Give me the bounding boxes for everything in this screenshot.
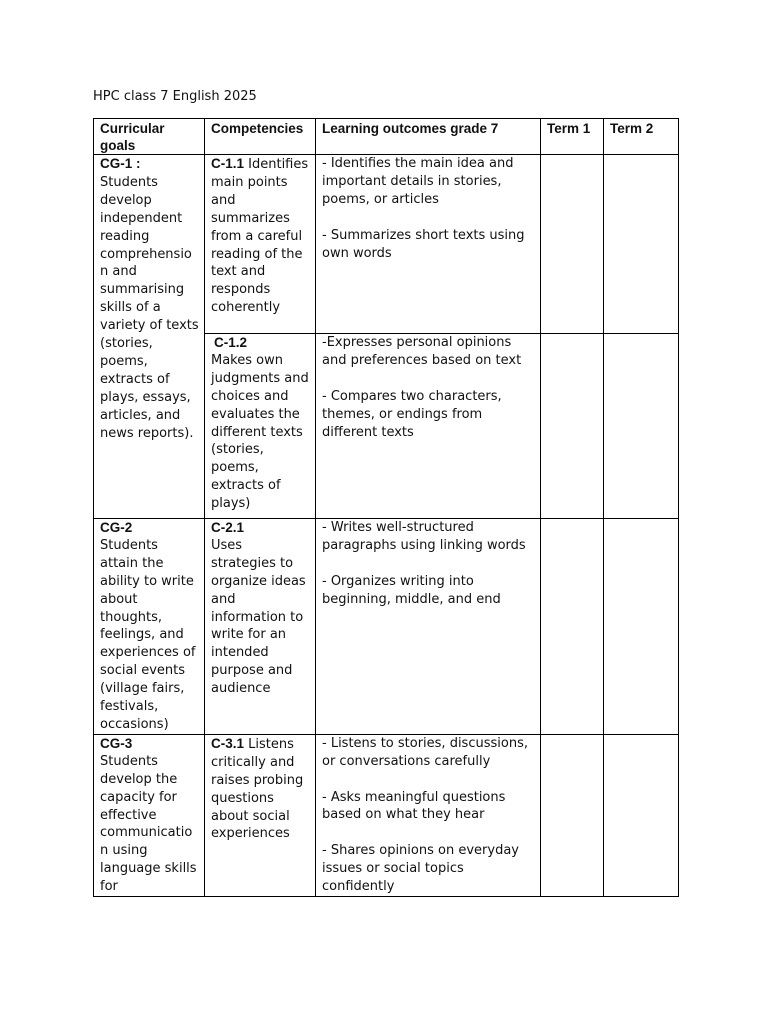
competency-cell-c11 xyxy=(205,155,316,334)
competency-code: C-1.2 xyxy=(214,335,248,350)
term-2-cell[interactable] xyxy=(604,334,679,519)
outcome-item: - Asks meaningful questions based on what they hear xyxy=(322,789,506,823)
term-2-cell[interactable] xyxy=(604,519,679,735)
goal-text: Students develop the capacity for effective communication using language skills for xyxy=(100,753,197,895)
competency-cell-c12 xyxy=(205,334,316,519)
table-row xyxy=(94,155,679,334)
term-1-cell[interactable] xyxy=(541,155,604,334)
competency-cell-c31 xyxy=(205,734,316,896)
goal-code: CG-3 xyxy=(100,735,133,751)
outcome-item: - Identifies the main idea and important details in stories, poems, or articles xyxy=(322,156,514,207)
goal-text: Students develop independent reading comprehension and summarising skills of a variety of texts (stories, poems, extracts of plays, essays, articles, and news reports). xyxy=(100,174,199,441)
goal-code: CG-2 xyxy=(100,520,133,535)
outcomes-cell-c11 xyxy=(316,155,541,334)
outcome-item: - Writes well-structured paragraphs using linking words xyxy=(322,520,526,553)
header-competencies: Competencies xyxy=(205,119,316,155)
term-2-cell[interactable] xyxy=(604,155,679,334)
term-2-cell[interactable] xyxy=(604,734,679,896)
term-1-cell[interactable] xyxy=(541,519,604,735)
competency-text: Uses strategies to organize ideas and information to write for an intended purpose and audience xyxy=(211,537,306,697)
goal-text: Students attain the ability to write about thoughts, feelings, and experiences of social events (village fairs, festivals, occasions) xyxy=(100,537,196,732)
header-learning-outcomes: Learning outcomes grade 7 xyxy=(316,119,541,155)
term-1-cell[interactable] xyxy=(541,334,604,519)
goal-cell-cg1 xyxy=(94,155,205,519)
competency-code: C-1.1 xyxy=(211,156,245,171)
competency-text: Identifies main points and summarizes from a careful reading of the text and responds coherently xyxy=(211,157,309,316)
header-term-2: Term 2 xyxy=(604,119,679,155)
competency-code: C-3.1 xyxy=(211,735,245,751)
goal-cell-cg2 xyxy=(94,519,205,735)
goal-cell-cg3 xyxy=(94,734,205,896)
competency-code: C-2.1 xyxy=(211,520,245,535)
outcomes-cell-c12 xyxy=(316,334,541,519)
table-row xyxy=(94,734,679,896)
outcomes-cell-c31 xyxy=(316,734,541,896)
competency-text: Listens critically and raises probing questions about social experiences xyxy=(211,736,304,842)
outcome-item: - Organizes writing into beginning, middle, and end xyxy=(322,573,501,607)
outcome-item: - Compares two characters, themes, or endings from different texts xyxy=(322,388,502,440)
outcome-item: - Shares opinions on everyday issues or social topics confidently xyxy=(322,843,519,895)
table-row xyxy=(94,519,679,735)
competency-text: Makes own judgments and choices and evaluates the different texts (stories, poems, extracts of plays) xyxy=(211,352,309,512)
term-1-cell[interactable] xyxy=(541,734,604,896)
header-term-1: Term 1 xyxy=(541,119,604,155)
header-curricular-goals: Curricular goals xyxy=(94,119,205,155)
document-title: HPC class 7 English 2025 xyxy=(93,89,257,104)
goal-code: CG-1 : xyxy=(100,156,141,171)
outcomes-cell-c21 xyxy=(316,519,541,735)
outcome-item: - Summarizes short texts using own words xyxy=(322,227,525,261)
table-header-row xyxy=(94,119,679,155)
competency-cell-c21 xyxy=(205,519,316,735)
outcome-item: - Listens to stories, discussions, or conversations carefully xyxy=(322,735,528,769)
outcome-item: -Expresses personal opinions and preferences based on text xyxy=(322,335,522,368)
assessment-table xyxy=(93,118,679,897)
